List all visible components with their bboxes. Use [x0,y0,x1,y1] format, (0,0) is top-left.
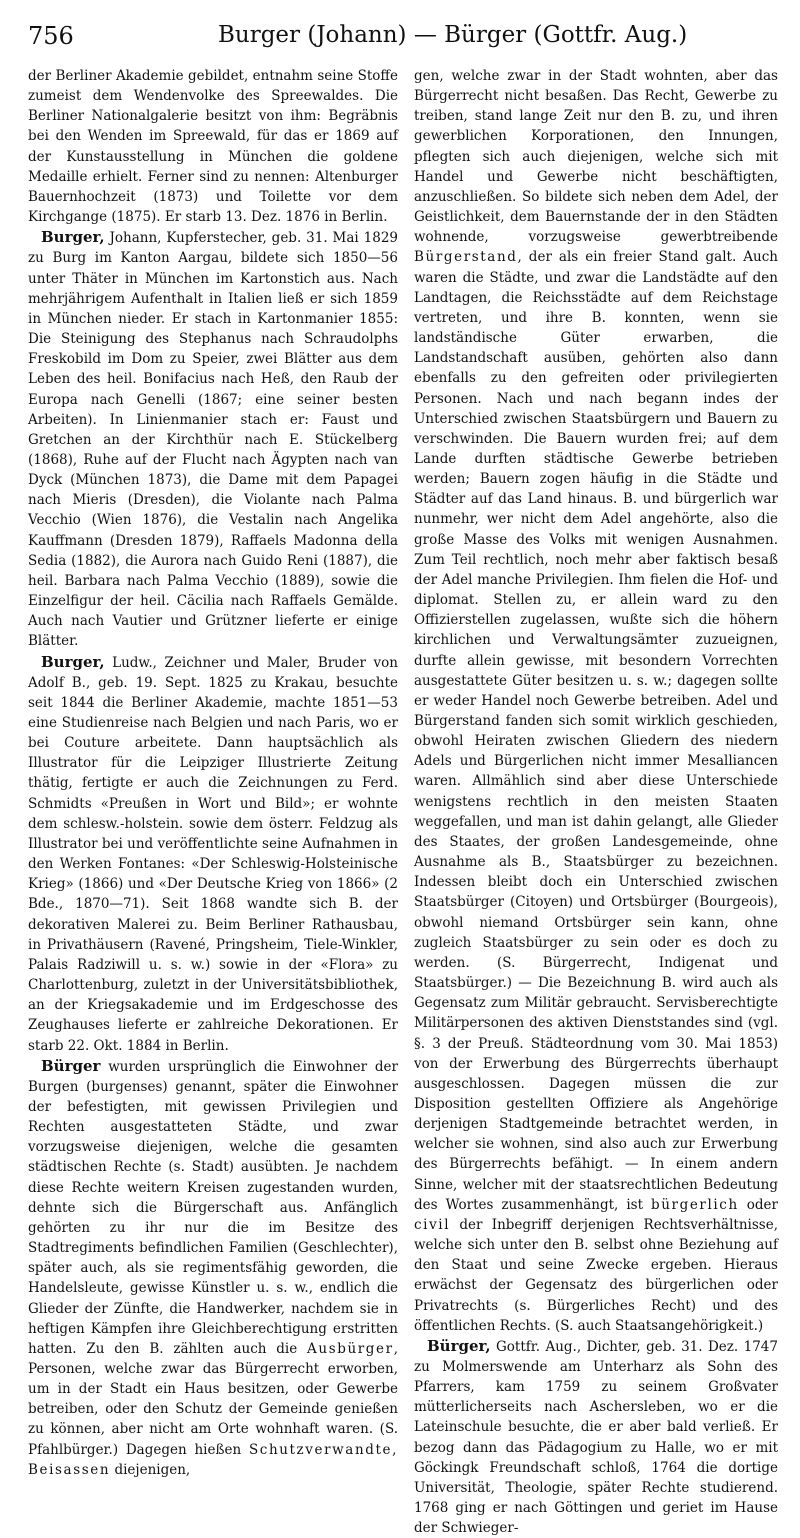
entry-text: oder [738,1196,778,1213]
entry-text: , der als ein freier Stand galt. Auch waren die Städte, und zwar die Landstädte auf den Landtagen, die Reichsstädte auf dem Reichstage vertreten, und ihre B. konnten, wenn sie landständische Güter erwarben, die Landstandschaft ausüben, gehörten also dann ebenfalls zu den gefreiten oder privilegierten Personen. Nach und nach begann indes der Unterschied zwischen Staatsbürgern und Bauern zu verschwinden. Die Bauern wurden frei; auf dem Lande durften städtische Gewerbe betrieben werden; Bauern zogen häufig in die Städte und Städter auf das Land hinaus. B. und bürgerlich war nunmehr, wer nicht dem Adel angehörte, also die große Masse des Volks mit wenigen Ausnahmen. Zum Teil rechtlich, noch mehr aber faktisch besaß der Adel manche Privilegien. Ihm fielen die Hof- und diplomat. Stellen zu, er allein ward zu den Offizierstellen zugelassen, wußte sich die höhern kirchlichen und Verwaltungsämter zuzueignen, durfte allein gewisse, mit besondern Vorrechten ausgestattete Güter besitzen u. s. w.; dagegen sollte er weder Handel noch Gewerbe betreiben. Adel und Bürgerstand fanden sich somit wirklich geschieden, obwohl Heiraten zwischen Gliedern des niedern Adels und Bürgerlichen nicht immer Mesalliancen waren. Allmählich sind aber diese Unterschiede wenigstens rechtlich in den meisten Staaten weggefallen, und man ist dahin gelangt, alle Glieder des Staates, der großen Landesgemeinde, ohne Ausnahme als B., Staatsbürger zu bezeichnen. Indessen bleibt doch ein Unterschied zwischen Staatsbürger (Citoyen) und Ortsbürger (Bourgeois), obwohl niemand Ortsbürger sein kann, ohne zugleich Staatsbürger zu sein oder es doch zu werden. (S. Bürgerrecht, Indigenat und Staatsbürger.) — Die Bezeichnung B. wird auch als Gegensatz zum Militär gebraucht. Servisberechtigte Militärpersonen des aktiven Dienststandes sind (vgl. §. 3 der Preuß. Städteordnung vom 30. Mai 1853) von der Erwerbung des Bürgerrechts überhaupt ausgeschlossen. Dagegen müssen die zur Disposition gestellten Offiziere als Angehörige derjenigen Stadtgemeinde betrachtet werden, in welcher sie wohnen, sind also auch zur Erwerbung des Bürgerrechts befähigt. — In einem andern Sinne, welcher mit der staatsrechtlichen Bedeutung des Wortes zusammenhängt, ist [414,249,778,1213]
entry-headword: Bürger, [427,1336,491,1355]
entry-text: diejenigen, [110,1461,191,1478]
entry-text: Johann, Kupferstecher, geb. 31. Mai 1829 zu Burg im Kanton Aargau, bildete sich 1850—56 unter Thäter in München im Kartonstich aus. Nach mehrjährigem Aufenthalt in Italien ließ er sich 1859 in München nieder. Er stach in Kartonmanier 1855: Die Steinigung des Stephanus nach Schraudolphs Freskobild im Dom zu Speier, zwei Blätter aus dem Leben des heil. Bonifacius nach Heß, den Raub der Europa nach Genelli (1867; eine seiner besten Arbeiten). In Linienmanier stach er: Faust und Gretchen an der Kirchthür nach E. Stückelberg (1868), Ruhe auf der Flucht nach Ägypten nach van Dyck (München 1873), die Dame mit dem Papagei nach Mieris (Dresden), die Violante nach Palma Vecchio (Wien 1876), die Vestalin nach Angelika Kauffmann (Dresden 1879), Raffaels Madonna della Sedia (1882), die Aurora nach Guido Reni (1887), die heil. Barbara nach Palma Vecchio (1889), sowie die Einzelfigur der heil. Cäcilia nach Raffaels Gemälde. Auch nach Vautier und Grützner lieferte er einige Blätter. [28,230,398,650]
entry-text: gen, welche zwar in der Stadt wohnten, aber das Bürgerrecht nicht besaßen. Das Recht, Gewerbe zu treiben, stand lange Zeit nur den B. zu, und ihren gewerblichen Korporationen, den Innungen, pflegten sich auch diejenigen, welche sich mit Handel und Gewerbe nicht beschäftigten, anzuschließen. So bildete sich neben dem Adel, der Geistlichkeit, dem Bauernstande der in den Städten wohnende, vorzugsweise gewerbtreibende [414,68,778,246]
continued-paragraph [414,66,778,1336]
entry-buerger-gottfried-august [414,1336,778,1538]
continued-paragraph: der Berliner Akademie gebildet, entnahm seine Stoffe zumeist dem Wendenvolke des Spreewaldes. Die Berliner Nationalgalerie besitzt von ihm: Begräbnis bei den Wenden im Spreewald, für das er 1869 auf der Kunstausstellung in München die goldene Medaille erhielt. Ferner sind zu nennen: Altenburger Bauernhochzeit (1873) und Toilette vor dem Kirchgange (1875). Er starb 13. Dez. 1876 in Berlin. [28,68,398,226]
entry-text: Gottfr. Aug., Dichter, geb. 31. Dez. 1747 zu Molmerswende am Unterharz als Sohn des Pfarrers, kam 1759 zu seinem Großvater mütterlicherseits nach Aschersleben, wo er die Lateinschule besuchte, die er aber bald verließ. Er bezog dann das Pädagogium zu Halle, wo er mit Göckingk Freundschaft schloß, 1764 die dortige Universität, Theologie, später Rechte studierend. 1768 ging er nach Göttingen und geriet im Hause der Schwieger- [414,1338,778,1537]
entry-text: , Personen, welche zwar das Bürgerrecht erworben, um in der Stadt ein Haus besitzen, oder Gewerbe betreiben, oder den Schutz der Gemeinde genießen zu können, aber nicht am Orte wohnhaft waren. (S. Pfahlbürger.) Dagegen hießen [28,1340,398,1458]
running-head: Burger (Johann) — Bürger (Gottfr. Aug.) [218,22,688,48]
spaced-term: Ausbürger [307,1340,394,1357]
left-column [28,66,398,1478]
entry-headword: Bürger [41,1056,101,1075]
page-header [28,22,774,52]
page-number: 756 [28,22,74,50]
entry-text: wurden ursprünglich die Einwohner der Burgen (burgenses) genannt, später die Einwohner der befestigten, mit gewissen Privilegien und Rechten ausgestatteten Städte, und zwar vorzugsweise diejenigen, welche die gesamten städtischen Rechte (s. Stadt) ausübten. Je nachdem diese Rechte weitern Kreisen zugestanden wurden, dehnte sich die Bürgerschaft aus. Anfänglich gehörten zu ihr nur die im Besitze des Stadtregiments befindlichen Familien (Geschlechter), später auch, als sie regimentsfähig geworden, die Handelsleute, gewisse Künstler u. s. w., endlich die Glieder der Zünfte, die Handwerker, nachdem sie in heftigen Kämpfen ihre Gleichberechtigung erstritten hatten. Zu den B. zählten auch die [28,1058,398,1357]
entry-text: der Inbegriff derjenigen Rechtsverhältnisse, welche sich unter den B. selbst ohne Beziehung auf den Staat und seine Zwecke ergeben. Hieraus erwächst der Gegensatz des bürgerlichen oder Privatrechts (s. Bürgerliches Recht) und des öffentlichen Rechts. (S. auch Staatsangehörigkeit.) [414,1216,778,1334]
spaced-term: Schutzverwandte, Beisassen [28,1441,398,1478]
entry-burger-johann [28,227,398,651]
spaced-term: civil [414,1216,451,1233]
entry-headword: Burger, [41,228,105,247]
entry-text: Ludw., Zeichner und Maler, Bruder von Adolf B., geb. 19. Sept. 1825 zu Krakau, besuchte seit 1844 die Berliner Akademie, machte 1851—53 eine Studienreise nach Belgien und nach Paris, wo er bei Couture arbeitete. Dann hauptsächlich als Illustrator für die Leipziger Illustrierte Zeitung thätig, fertigte er auch die Zeichnungen zu Ferd. Schmidts «Preußen in Wort und Bild»; er wohnte dem schlesw.-holstein. sowie dem österr. Feldzug als Illustrator bei und veröffentlichte seine Aufnahmen in den Werken Fontanes: «Der Schleswig-Holsteinische Krieg» (1866) und «Der Deutsche Krieg von 1866» (2 Bde., 1870—71). Seit 1868 wandte sich B. der dekorativen Malerei zu. Beim Berliner Rathausbau, in Privathäusern (Ravené, Pringsheim, Tiele-Winkler, Palais Radziwill u. s. w.) sowie in der «Flora» zu Charlottenburg, zuletzt in der Universitätsbibliothek, an der Kriegsakademie und im Erdgeschosse des Zeughauses lieferte er zahlreiche Dekorationen. Er starb 22. Okt. 1884 in Berlin. [28,654,398,1054]
entry-buerger [28,1056,398,1480]
spaced-term: Bürgerstand [414,249,518,266]
entry-headword: Burger, [41,652,105,671]
spaced-term: bürgerlich [651,1196,739,1213]
right-column [414,66,778,1537]
entry-burger-ludwig [28,652,398,1056]
